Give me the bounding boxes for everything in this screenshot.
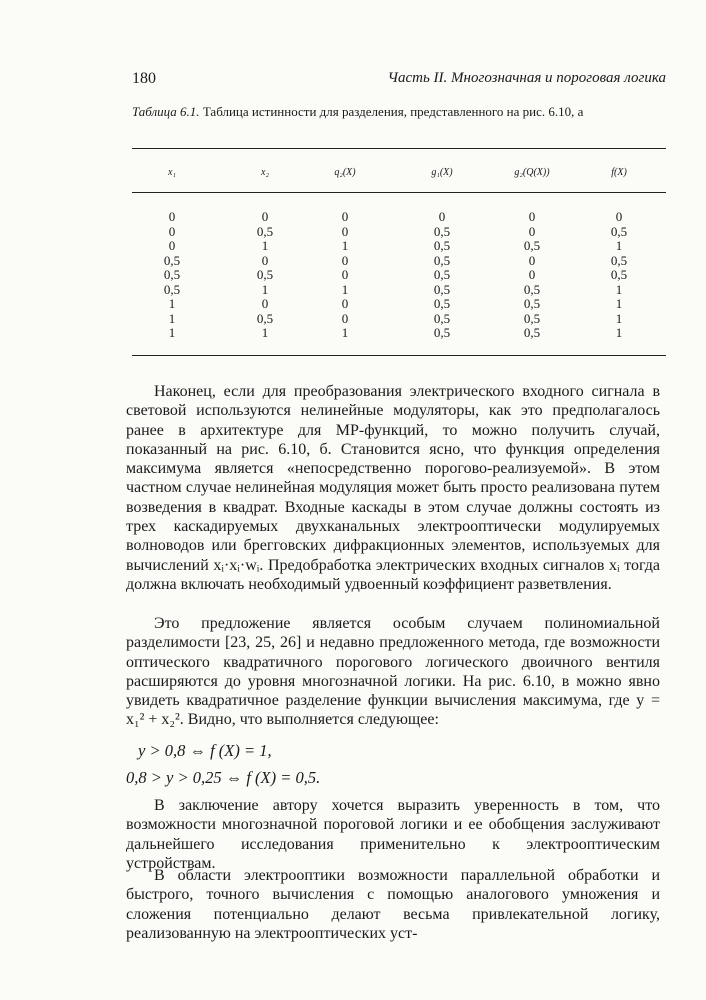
formula-2: 0,8 > y > 0,25 ⇔ f (X) = 0,5. [126, 768, 321, 787]
table-cell: 1 [615, 238, 623, 253]
table-cell: 0,5 [610, 267, 628, 282]
table-cell: 0,5 [610, 223, 628, 239]
column-header-q2: q₂(X) [334, 167, 356, 178]
table-cell: 0,5 [163, 252, 181, 268]
table-caption-label: Таблица 6.1. [132, 104, 200, 119]
table-cell: 1 [341, 325, 349, 340]
table-cell: 0,5 [163, 281, 181, 297]
table-cell: 1 [261, 325, 269, 340]
column-header-x1: x₁ [168, 167, 176, 178]
table-cell: 0,5 [523, 296, 541, 311]
table-cell: 0 [341, 267, 349, 282]
table-cell: 0,5 [256, 267, 274, 282]
table-cell: 0 [168, 223, 176, 239]
table-bottom-rule [132, 355, 666, 356]
table-cell: 0 [528, 209, 536, 224]
table-row [132, 297, 666, 312]
table-cell: 0,5 [523, 238, 541, 253]
table-cell: 0 [261, 296, 269, 311]
table-cell: 1 [168, 325, 176, 340]
table-cell: 1 [615, 310, 623, 326]
table-cell: 0,5 [256, 223, 274, 239]
table-cell: 1 [615, 296, 623, 311]
running-title: Часть II. Многозначная и пороговая логика [387, 70, 666, 86]
table-cell: 0,5 [163, 267, 181, 282]
table-cell: 0,5 [523, 310, 541, 326]
table-cell: 0,5 [256, 310, 274, 326]
paragraph-2: Это предложение является особым случаем полиномиальной разделимости [23, 25, 26] и недавно предложенного метода, где возможности оптического квадратичного порогового логического двоичного вентиля расширяются до уровня многозначной логики. На рис. 6.10, в можно явно увидеть квадратичное разделение функции вычисления максимума, где y = x₁² + x₂². Видно, что выполняется следующее: [126, 615, 660, 729]
table-cell: 1 [261, 281, 269, 297]
table-cell: 0 [341, 252, 349, 268]
column-header-f: f(X) [611, 167, 627, 178]
table-cell: 0 [528, 267, 536, 282]
table-cell: 0 [341, 296, 349, 311]
table-cell: 0,5 [610, 252, 628, 268]
table-cell: 1 [615, 325, 623, 340]
paragraph-3: В заключение автору хочется выразить уверенность в том, что возможности многозначной пороговой логики и ее обобщения заслуживают дальнейшего исследования применительно к электрооптическим устройствам. [126, 797, 660, 872]
table-cell: 0,5 [433, 325, 451, 340]
page-number: 180 [132, 70, 156, 87]
table-cell: 0,5 [433, 223, 451, 239]
table-cell: 0 [341, 209, 349, 224]
table-cell: 1 [341, 281, 349, 297]
table-row [132, 225, 666, 240]
table-cell: 0 [341, 223, 349, 239]
table-cell: 0,5 [433, 310, 451, 326]
table-row [132, 254, 666, 269]
table-cell: 0,5 [433, 238, 451, 253]
paragraph-4: В области электрооптики возможности параллельной обработки и быстрого, точного вычисления с помощью аналогового умножения и сложения потенциально делают весьма привлекательной логику, реализованную на электрооптических уст- [126, 867, 660, 942]
table-cell: 1 [615, 281, 623, 297]
table-body [132, 210, 666, 341]
table-cell: 0 [528, 223, 536, 239]
table-row [132, 326, 666, 341]
table-cell: 1 [168, 296, 176, 311]
table-cell: 0 [261, 252, 269, 268]
page-header [132, 70, 666, 92]
formula-1: y > 0,8 ⇔ f (X) = 1, [138, 741, 272, 760]
table-cell: 0,5 [433, 296, 451, 311]
table-cell: 0,5 [433, 267, 451, 282]
table-cell: 0,5 [523, 281, 541, 297]
table-cell: 0,5 [523, 325, 541, 340]
column-header-x2: x₂ [261, 167, 269, 178]
column-header-g2: g₂(Q(X)) [514, 167, 550, 178]
table-row [132, 268, 666, 283]
table-caption [132, 104, 612, 120]
table-row [132, 283, 666, 298]
table-header-rule [132, 192, 666, 193]
table-cell: 0,5 [433, 252, 451, 268]
table-row [132, 210, 666, 225]
paragraph-1: Наконец, если для преобразования электрического входного сигнала в световой используются нелинейные модуляторы, как это предполагалось ранее в архитектуре для MP-функций, то можно получить случай, показанный на рис. 6.10, б. Становится ясно, что функция определения максимума является «непосредственно порогово-реализуемой». В этом частном случае нелинейная модуляция может быть просто реализована путем возведения в квадрат. Входные каскады в этом случае должны состоять из трех каскадируемых двухканальных электрооптически модулируемых волноводов или брегговских дифракционных элементов, используемых для вычислений xᵢ·xᵢ·wᵢ. Предобработка электрических входных сигналов xᵢ тогда должна включать необходимый удвоенный коэффициент разветвления. [126, 383, 660, 593]
table-cell: 0 [438, 209, 446, 224]
table-caption-text: Таблица истинности для разделения, представленного на рис. 6.10, а [199, 104, 584, 119]
table-cell: 0 [168, 238, 176, 253]
table-cell: 0 [341, 310, 349, 326]
table-top-rule [132, 148, 666, 149]
table-cell: 1 [261, 238, 269, 253]
table-cell: 0 [168, 209, 176, 224]
table-cell: 1 [168, 310, 176, 326]
column-header-g1: g₁(X) [431, 167, 453, 178]
table-cell: 0,5 [433, 281, 451, 297]
table-row [132, 312, 666, 327]
table-row [132, 239, 666, 254]
table-cell: 0 [528, 252, 536, 268]
table-cell: 0 [261, 209, 269, 224]
table-cell: 0 [615, 209, 623, 224]
table-cell: 1 [341, 238, 349, 253]
